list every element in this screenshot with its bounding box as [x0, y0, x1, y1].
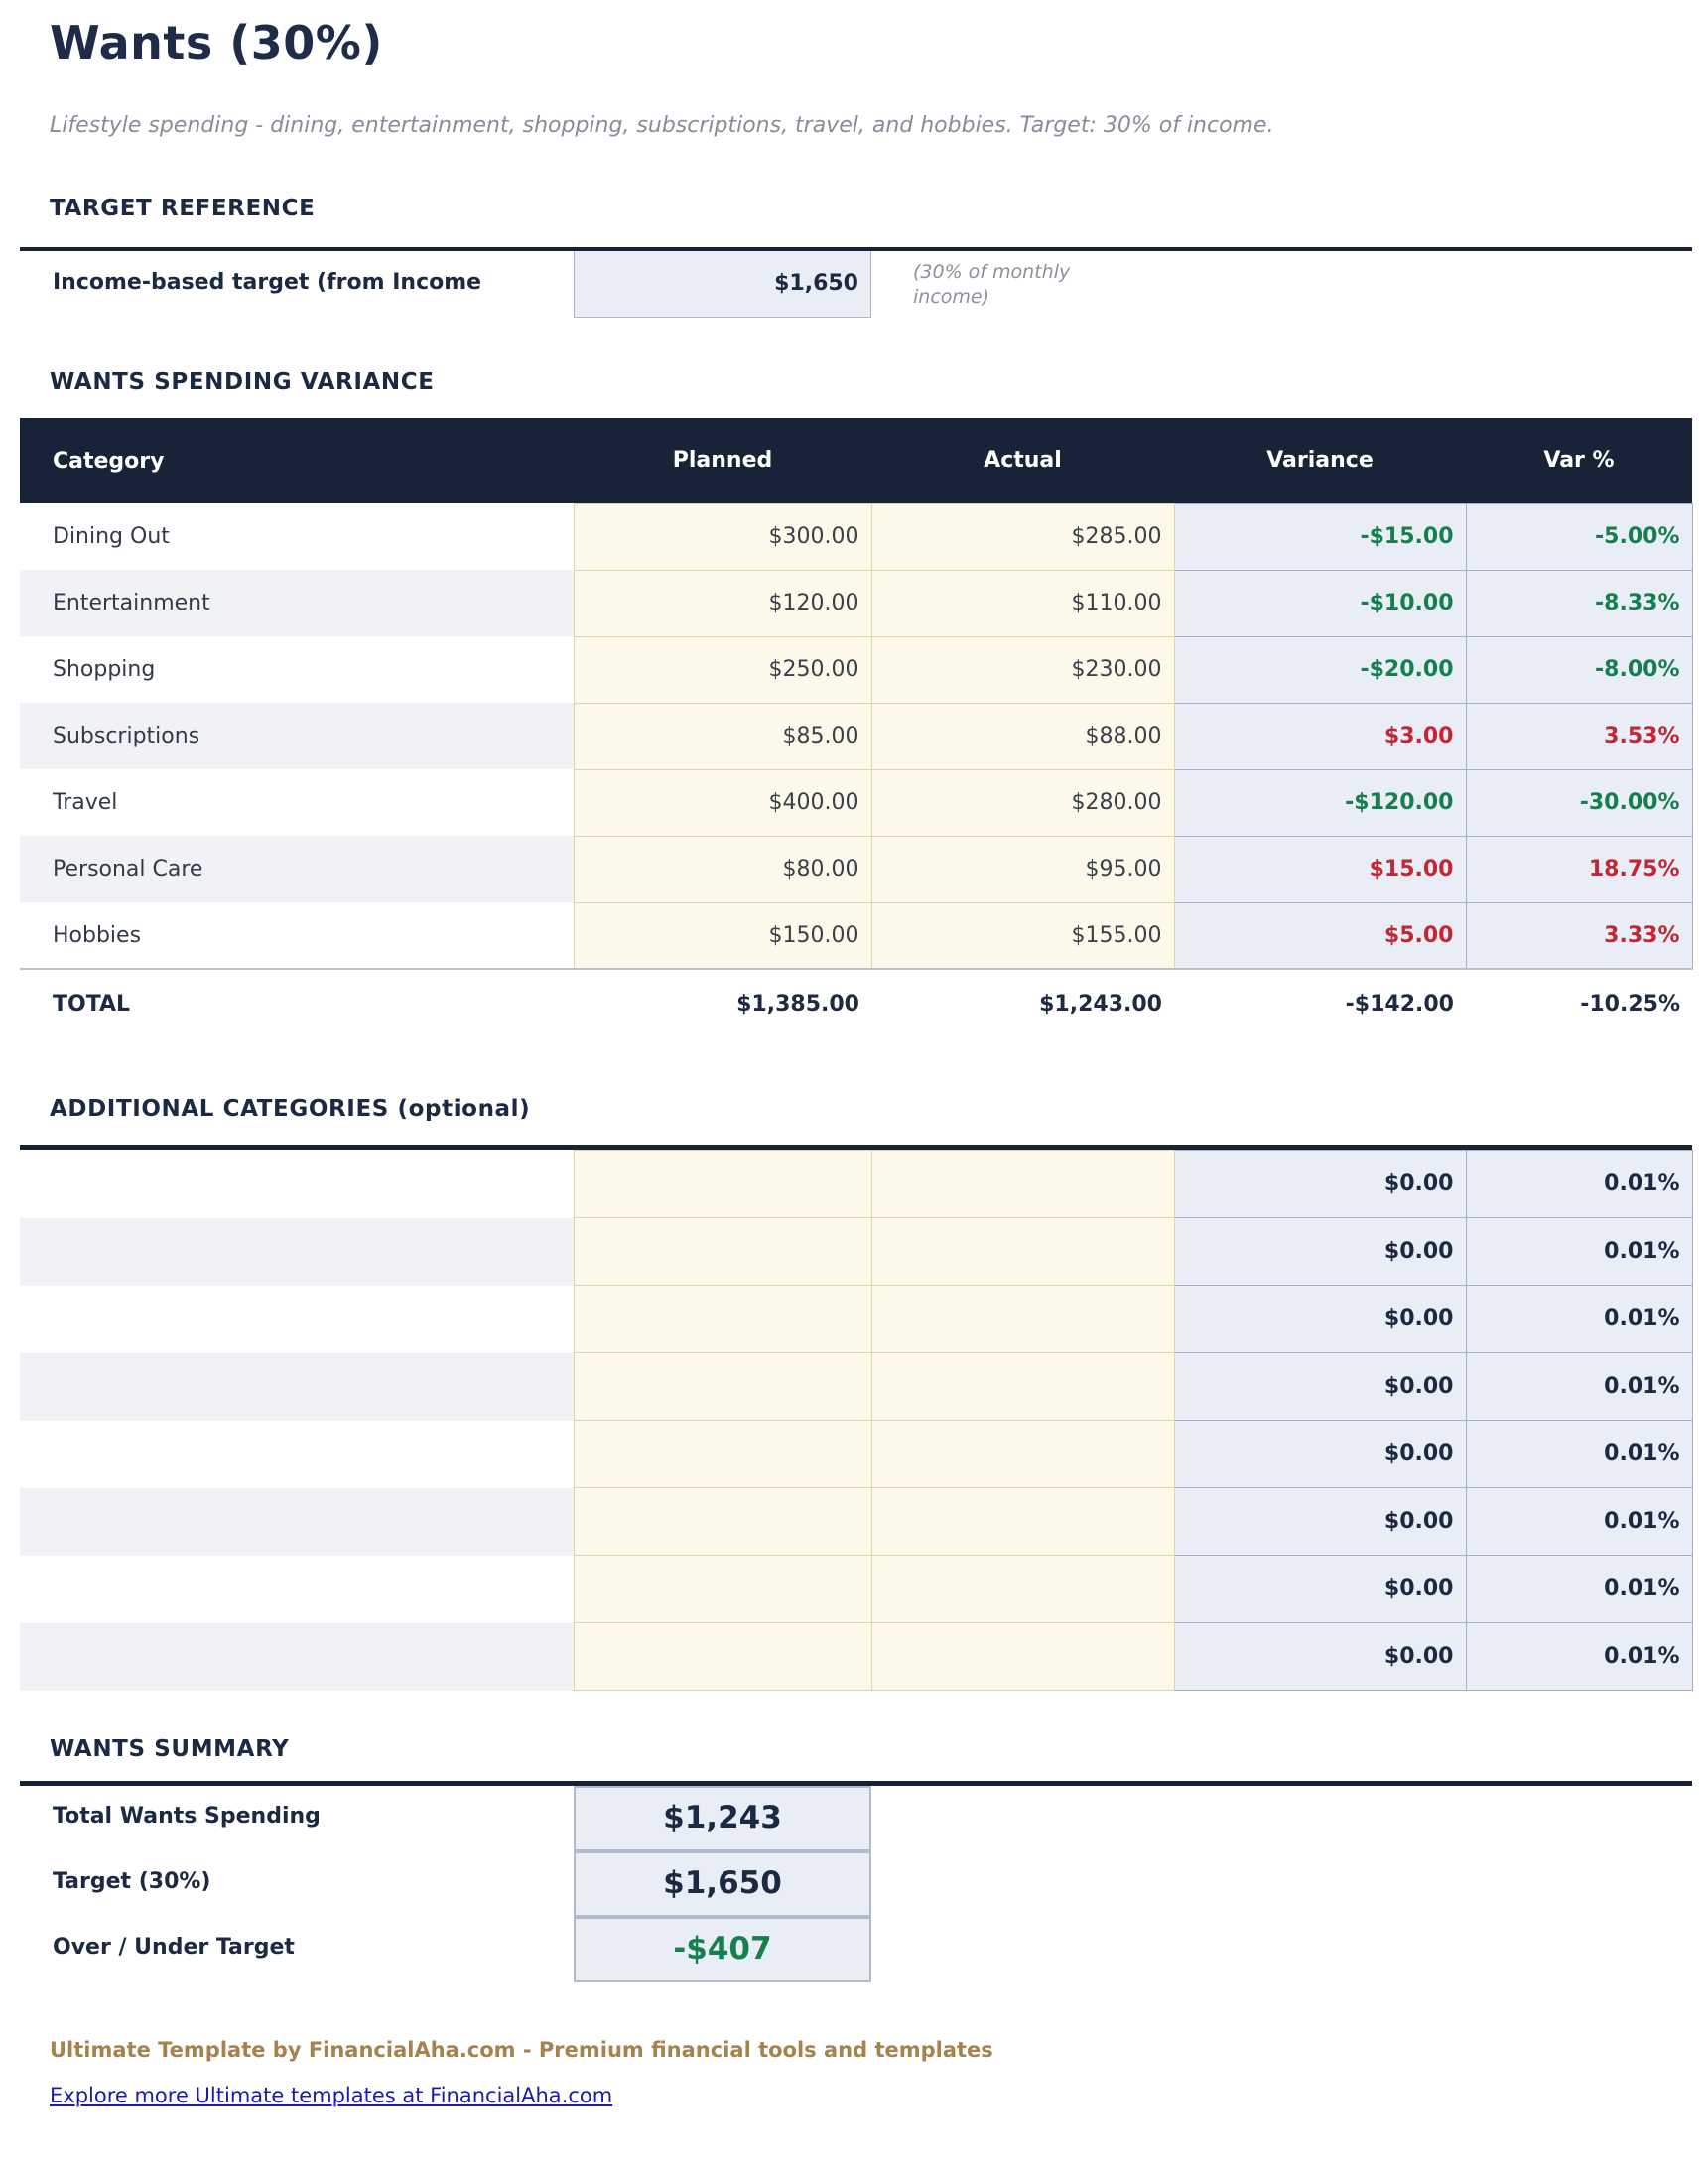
page-subtitle: Lifestyle spending - dining, entertainment, shopping, subscriptions, travel, and hobbies. Target: 30% of income.: [50, 113, 1274, 138]
actual-cell[interactable]: $280.00: [871, 769, 1174, 836]
variance-cell: -$20.00: [1174, 636, 1466, 703]
variance-cell: $15.00: [1174, 836, 1466, 902]
total-planned: $1,385.00: [574, 969, 871, 1038]
category-input-cell[interactable]: [20, 1623, 574, 1691]
variance-table: [20, 418, 1692, 1038]
planned-input-cell[interactable]: [574, 1488, 871, 1556]
table-row: [20, 902, 1692, 969]
col-header-planned: Planned: [574, 418, 871, 503]
var-pct-cell: 0.01%: [1466, 1151, 1692, 1218]
variance-cell: -$15.00: [1174, 503, 1466, 570]
variance-cell: $5.00: [1174, 902, 1466, 969]
category-cell: Entertainment: [20, 570, 574, 636]
planned-cell[interactable]: $300.00: [574, 503, 871, 570]
actual-input-cell[interactable]: [871, 1421, 1174, 1488]
footer-brand-text: Ultimate Template by FinancialAha.com - Premium financial tools and templates: [50, 2038, 993, 2062]
var-pct-cell: 18.75%: [1466, 836, 1692, 902]
var-pct-cell: -5.00%: [1466, 503, 1692, 570]
planned-cell[interactable]: $85.00: [574, 703, 871, 769]
planned-input-cell[interactable]: [574, 1421, 871, 1488]
planned-cell[interactable]: $80.00: [574, 836, 871, 902]
planned-cell[interactable]: $250.00: [574, 636, 871, 703]
actual-input-cell[interactable]: [871, 1151, 1174, 1218]
category-input-cell[interactable]: [20, 1556, 574, 1623]
actual-input-cell[interactable]: [871, 1218, 1174, 1286]
actual-input-cell[interactable]: [871, 1623, 1174, 1691]
variance-cell: $0.00: [1174, 1286, 1466, 1353]
summary-row-total-spending: [20, 1786, 1692, 1851]
planned-cell[interactable]: $150.00: [574, 902, 871, 969]
additional-heading: ADDITIONAL CATEGORIES (optional): [50, 1096, 531, 1122]
income-target-value-cell: $1,650: [574, 251, 871, 318]
table-row: [20, 1556, 1692, 1623]
variance-cell: $0.00: [1174, 1151, 1466, 1218]
planned-input-cell[interactable]: [574, 1556, 871, 1623]
table-row: [20, 836, 1692, 902]
table-row: [20, 703, 1692, 769]
var-pct-cell: -30.00%: [1466, 769, 1692, 836]
total-row: [20, 969, 1692, 1038]
variance-cell: $0.00: [1174, 1488, 1466, 1556]
category-input-cell[interactable]: [20, 1421, 574, 1488]
table-row: [20, 1353, 1692, 1421]
var-pct-cell: 0.01%: [1466, 1421, 1692, 1488]
summary-label: Target (30%): [53, 1869, 211, 1894]
variance-header-row: [20, 418, 1692, 503]
target-30pct-value: $1,650: [574, 1851, 871, 1917]
var-pct-cell: 0.01%: [1466, 1353, 1692, 1421]
var-pct-cell: 3.53%: [1466, 703, 1692, 769]
income-target-label: Income-based target (from Income: [53, 270, 482, 295]
var-pct-cell: 0.01%: [1466, 1286, 1692, 1353]
total-label: TOTAL: [20, 969, 574, 1038]
variance-heading: WANTS SPENDING VARIANCE: [50, 369, 435, 395]
var-pct-cell: 0.01%: [1466, 1623, 1692, 1691]
table-row: [20, 1286, 1692, 1353]
category-input-cell[interactable]: [20, 1353, 574, 1421]
explore-templates-link[interactable]: Explore more Ultimate templates at FinancialAha.com: [50, 2084, 613, 2107]
summary-row-over-under: [20, 1917, 1692, 1982]
var-pct-cell: -8.00%: [1466, 636, 1692, 703]
category-cell: Personal Care: [20, 836, 574, 902]
table-row: [20, 1421, 1692, 1488]
var-pct-cell: 0.01%: [1466, 1556, 1692, 1623]
planned-input-cell[interactable]: [574, 1623, 871, 1691]
variance-cell: $0.00: [1174, 1623, 1466, 1691]
total-wants-spending-value: $1,243: [574, 1786, 871, 1851]
actual-input-cell[interactable]: [871, 1488, 1174, 1556]
summary-heading: WANTS SUMMARY: [50, 1736, 290, 1762]
actual-input-cell[interactable]: [871, 1556, 1174, 1623]
table-row: [20, 503, 1692, 570]
target-reference-heading: TARGET REFERENCE: [50, 196, 316, 221]
table-row: [20, 636, 1692, 703]
variance-cell: -$120.00: [1174, 769, 1466, 836]
summary-label: Total Wants Spending: [53, 1804, 321, 1829]
table-row: [20, 769, 1692, 836]
actual-input-cell[interactable]: [871, 1353, 1174, 1421]
over-under-target-value: -$407: [574, 1917, 871, 1982]
income-target-note: (30% of monthly income): [913, 261, 1071, 308]
actual-input-cell[interactable]: [871, 1286, 1174, 1353]
target-reference-row: [20, 247, 1692, 314]
var-pct-cell: 3.33%: [1466, 902, 1692, 969]
var-pct-cell: 0.01%: [1466, 1488, 1692, 1556]
col-header-category: Category: [20, 418, 574, 503]
table-row: [20, 570, 1692, 636]
total-variance: -$142.00: [1174, 969, 1466, 1038]
planned-cell[interactable]: $120.00: [574, 570, 871, 636]
total-var-pct: -10.25%: [1466, 969, 1692, 1038]
table-row: [20, 1218, 1692, 1286]
actual-cell[interactable]: $110.00: [871, 570, 1174, 636]
planned-input-cell[interactable]: [574, 1286, 871, 1353]
planned-input-cell[interactable]: [574, 1218, 871, 1286]
category-input-cell[interactable]: [20, 1488, 574, 1556]
var-pct-cell: 0.01%: [1466, 1218, 1692, 1286]
planned-input-cell[interactable]: [574, 1151, 871, 1218]
actual-cell[interactable]: $155.00: [871, 902, 1174, 969]
actual-cell[interactable]: $95.00: [871, 836, 1174, 902]
planned-cell[interactable]: $400.00: [574, 769, 871, 836]
category-cell: Subscriptions: [20, 703, 574, 769]
planned-input-cell[interactable]: [574, 1353, 871, 1421]
col-header-variance: Variance: [1174, 418, 1466, 503]
additional-table: [20, 1145, 1692, 1691]
category-cell: Shopping: [20, 636, 574, 703]
variance-cell: $0.00: [1174, 1556, 1466, 1623]
category-input-cell[interactable]: [20, 1286, 574, 1353]
table-row: [20, 1151, 1692, 1218]
variance-cell: $0.00: [1174, 1218, 1466, 1286]
category-cell: Dining Out: [20, 503, 574, 570]
col-header-actual: Actual: [871, 418, 1174, 503]
actual-cell[interactable]: $285.00: [871, 503, 1174, 570]
summary-table: [20, 1781, 1692, 1982]
variance-cell: $3.00: [1174, 703, 1466, 769]
variance-cell: $0.00: [1174, 1421, 1466, 1488]
variance-cell: $0.00: [1174, 1353, 1466, 1421]
table-row: [20, 1623, 1692, 1691]
summary-label: Over / Under Target: [53, 1935, 295, 1960]
var-pct-cell: -8.33%: [1466, 570, 1692, 636]
page-title: Wants (30%): [50, 16, 383, 69]
category-cell: Hobbies: [20, 902, 574, 969]
actual-cell[interactable]: $88.00: [871, 703, 1174, 769]
variance-cell: -$10.00: [1174, 570, 1466, 636]
actual-cell[interactable]: $230.00: [871, 636, 1174, 703]
category-cell: Travel: [20, 769, 574, 836]
category-input-cell[interactable]: [20, 1151, 574, 1218]
summary-row-target: [20, 1851, 1692, 1917]
total-actual: $1,243.00: [871, 969, 1174, 1038]
col-header-var-pct: Var %: [1466, 418, 1692, 503]
table-row: [20, 1488, 1692, 1556]
category-input-cell[interactable]: [20, 1218, 574, 1286]
